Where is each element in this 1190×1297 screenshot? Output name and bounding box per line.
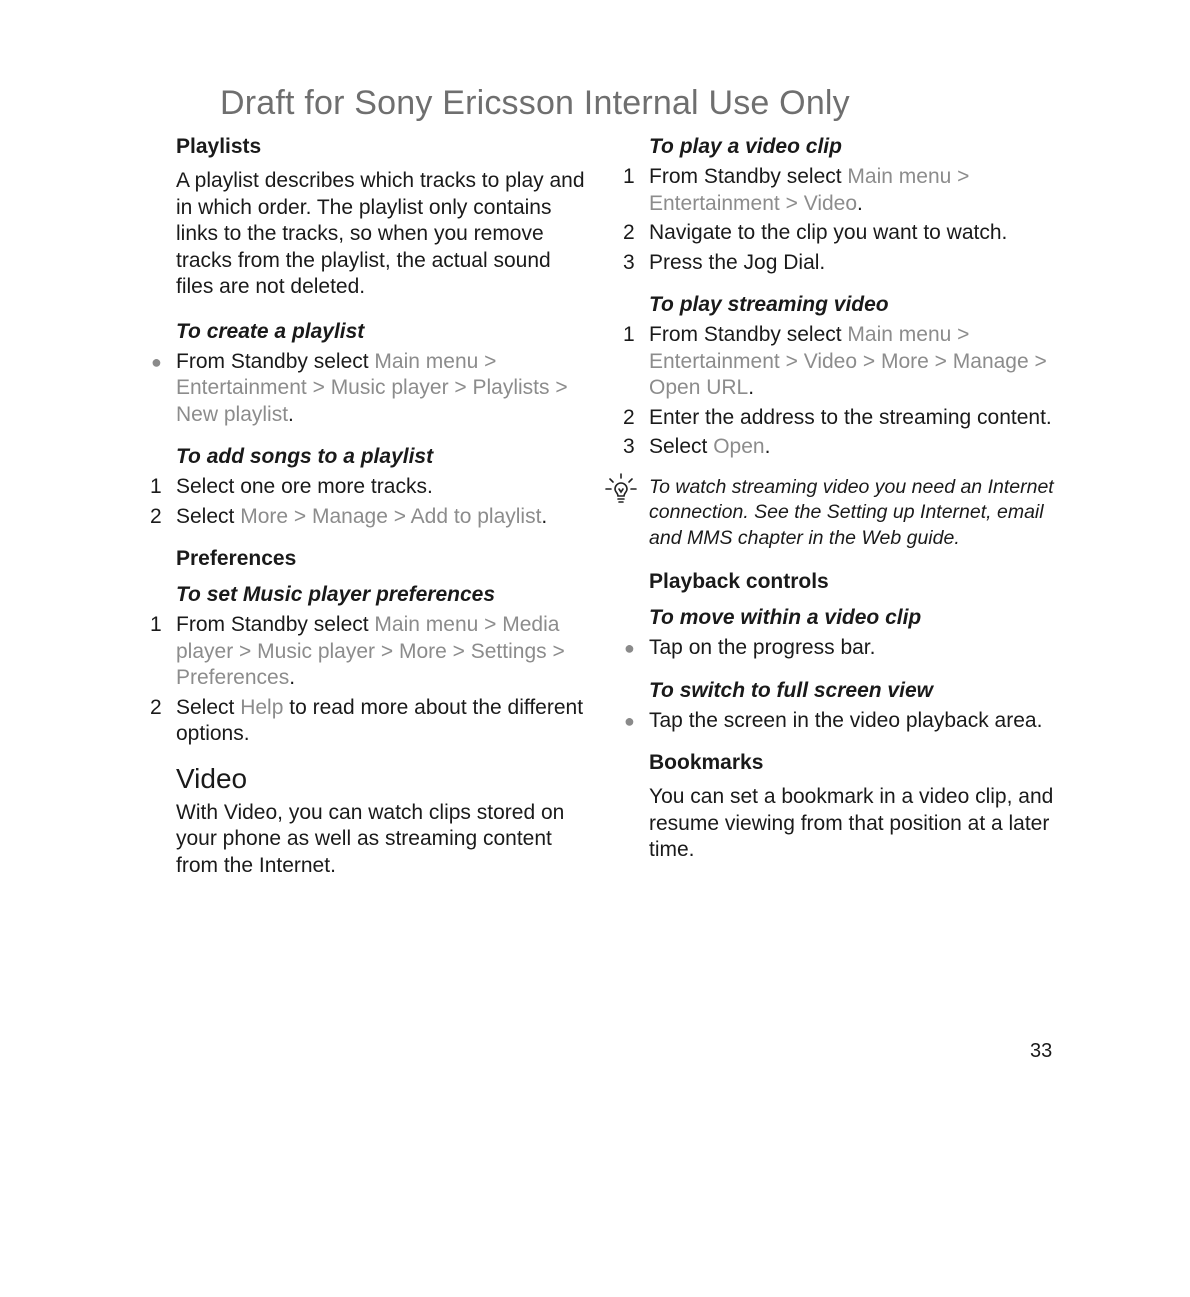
step-text-end: to read more about the different options. (176, 695, 584, 745)
menu-item: Media player (176, 613, 560, 663)
step-number: 1 (150, 475, 162, 498)
step-number: 3 (623, 250, 635, 274)
menu-item: More (398, 639, 447, 663)
list-item (150, 504, 586, 531)
bookmarks-heading: Bookmarks (649, 751, 764, 774)
list-item (150, 612, 586, 692)
step-number: 2 (623, 221, 635, 244)
video-description: With Video, you can watch clips stored on your phone as well as streaming content from the Internet. (176, 800, 565, 877)
menu-item: Entertainment (176, 376, 307, 399)
menu-item: Manage (952, 349, 1029, 373)
bullet-dot-icon: ● (151, 351, 162, 372)
tip-text: To watch streaming video you need an Internet connection. See the Setting up Internet, email and MMS chapter in the Web guide. (649, 475, 1054, 549)
menu-item: Main menu (847, 165, 952, 188)
left-column (150, 132, 586, 895)
create-playlist-title: To create a playlist (176, 319, 365, 343)
list-item (623, 220, 1069, 247)
menu-item: Manage (312, 504, 388, 528)
step-number: 3 (623, 435, 635, 458)
step-text: Select one ore more tracks. (176, 475, 433, 498)
step-text-end: . (541, 504, 548, 528)
music-prefs-steps (150, 612, 586, 748)
menu-item: More (880, 349, 929, 373)
bullet-dot-icon: ● (624, 710, 635, 731)
add-songs-title: To add songs to a playlist (176, 445, 434, 468)
list-item (624, 708, 1069, 735)
step-text: Press the Jog Dial. (649, 250, 826, 274)
menu-item: Open URL (649, 376, 749, 399)
menu-item: Preferences (176, 666, 290, 689)
menu-item: Music player (257, 639, 376, 663)
menu-item: Entertainment (649, 191, 780, 215)
menu-path: Main menu > Entertainment > Video (649, 165, 970, 215)
bullet-dot-icon: ● (624, 638, 635, 658)
list-item (623, 322, 1069, 402)
menu-item: Music player (330, 376, 449, 399)
menu-item: Main menu (374, 613, 479, 636)
step-number: 1 (150, 613, 162, 636)
step-number: 1 (623, 165, 635, 188)
menu-item: Entertainment (649, 349, 780, 373)
step-text-end: . (748, 376, 755, 399)
add-songs-steps (150, 474, 586, 530)
step-number: 1 (623, 323, 635, 346)
full-screen-steps (624, 708, 1069, 735)
list-item (151, 349, 586, 429)
menu-path: Main menu > Entertainment > Music player > Playlists > New playlist (176, 349, 568, 426)
step-text-end: . (288, 402, 294, 426)
music-prefs-title: To set Music player preferences (176, 583, 496, 606)
list-item (623, 250, 1069, 277)
menu-item: Video (803, 191, 858, 215)
playlists-description: A playlist describes which tracks to play and in which order. The playlist only contains links to the tracks, so when you remove tracks from the playlist, the actual sound files are not deleted. (176, 169, 585, 298)
bookmarks-description: You can set a bookmark in a video clip, and resume viewing from that position at a later time. (649, 785, 1054, 861)
play-clip-title: To play a video clip (649, 135, 842, 158)
menu-item: Add to playlist (410, 504, 542, 528)
list-item (623, 164, 1069, 217)
right-column (623, 132, 1069, 880)
move-within-clip-title: To move within a video clip (649, 606, 922, 629)
menu-item: Main menu (374, 349, 479, 373)
list-item (624, 635, 1069, 662)
menu-path: Main menu > Entertainment > Video > More > Manage > Open URL (649, 323, 1047, 399)
step-text-end: . (857, 191, 863, 215)
step-text: Enter the address to the streaming content. (649, 405, 1052, 429)
menu-item-open: Open (713, 435, 765, 458)
step-text: From Standby select (176, 613, 375, 636)
step-text-end: . (764, 435, 771, 458)
step-text: Tap on the progress bar. (649, 636, 876, 659)
lightbulb-icon (603, 471, 639, 507)
menu-path: More > Manage > Add to playlist (240, 504, 542, 528)
play-streaming-title: To play streaming video (649, 293, 889, 316)
step-text: Select (649, 435, 714, 458)
menu-item: Settings (470, 639, 547, 663)
list-item (623, 434, 1069, 461)
menu-item: Main menu (847, 323, 952, 346)
list-item (623, 405, 1069, 432)
step-text: From Standby select (649, 323, 848, 346)
step-text: Tap the screen in the video playback area. (649, 708, 1043, 732)
preferences-heading: Preferences (176, 547, 297, 570)
step-text: Select (176, 695, 241, 719)
draft-watermark: Draft for Sony Ericsson Internal Use Only (220, 84, 850, 122)
step-number: 2 (150, 504, 162, 528)
step-text-end: . (289, 666, 296, 689)
menu-item: Video (803, 349, 858, 373)
create-playlist-steps (151, 349, 586, 429)
menu-item: Playlists (472, 376, 550, 399)
menu-item: New playlist (176, 402, 289, 426)
tip-note (649, 475, 1069, 552)
playlists-heading: Playlists (176, 135, 262, 158)
play-clip-steps (623, 164, 1069, 276)
play-streaming-steps (623, 322, 1069, 461)
menu-path: Main menu > Media player > Music player > More > Settings > Preferences (176, 613, 565, 689)
step-text: Navigate to the clip you want to watch. (649, 221, 1008, 244)
move-within-clip-steps (624, 635, 1069, 662)
step-number: 2 (623, 405, 635, 429)
step-text: From Standby select (649, 165, 848, 188)
list-item (150, 474, 586, 501)
list-item (150, 695, 586, 748)
menu-item: More (240, 504, 289, 528)
step-text: From Standby select (176, 349, 375, 373)
step-number: 2 (150, 695, 162, 719)
full-screen-title: To switch to full screen view (649, 678, 933, 702)
step-text: Select (176, 504, 241, 528)
page-number: 33 (1030, 1040, 1053, 1062)
menu-item-help: Help (240, 695, 284, 719)
video-heading: Video (176, 762, 248, 794)
playback-controls-heading: Playback controls (649, 570, 829, 593)
